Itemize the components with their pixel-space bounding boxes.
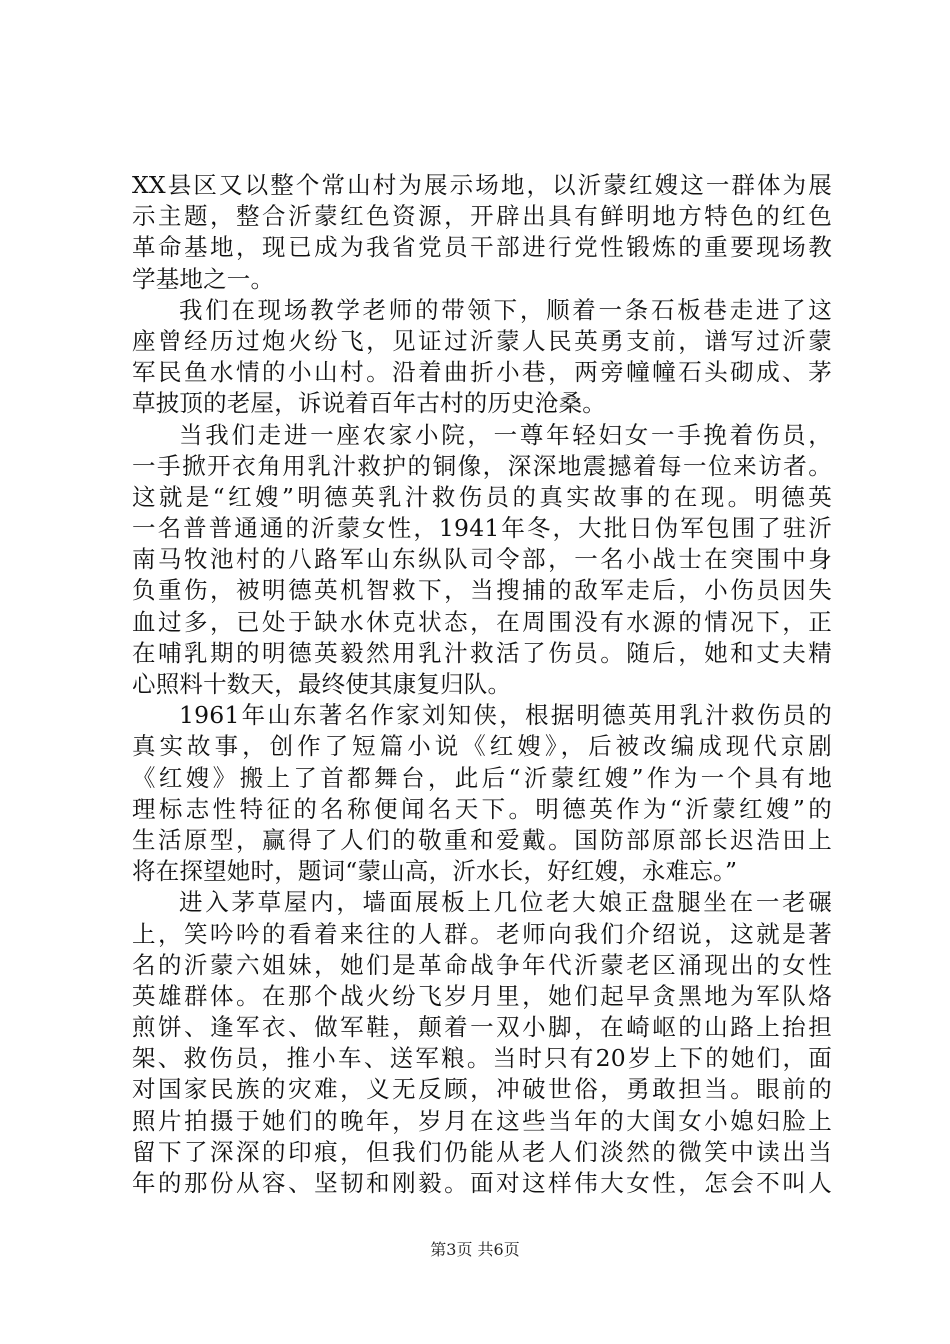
text-line: 照片拍摄于她们的晚年，岁月在这些当年的大闺女小媳妇脸上 (132, 1106, 832, 1135)
text-line: 英雄群体。在那个战火纷飞岁月里，她们起早贪黑地为军队烙 (132, 981, 832, 1010)
text-line: 《红嫂》搬上了首都舞台，此后“沂蒙红嫂”作为一个具有地 (132, 763, 832, 792)
text-line: 学基地之一。 (132, 264, 275, 293)
text-line: 1961年山东著名作家刘知侠，根据明德英用乳汁救伤员的 (179, 701, 832, 730)
text-line: 将在探望她时，题词“蒙山高，沂水长，好红嫂，永难忘。” (132, 857, 738, 886)
text-line: 架、救伤员，推小车、送军粮。当时只有20岁上下的她们，面 (132, 1044, 832, 1073)
text-line: XX县区又以整个常山村为展示场地，以沂蒙红嫂这一群体为展 (132, 171, 832, 199)
text-line: 理标志性特征的名称便闻名天下。明德英作为“沂蒙红嫂”的 (132, 794, 832, 823)
text-line: 年的那份从容、坚韧和刚毅。面对这样伟大女性，怎会不叫人 (132, 1169, 832, 1197)
text-line: 进入茅草屋内，墙面展板上几位老大娘正盘腿坐在一老碾 (179, 888, 832, 917)
text-line: 一手掀开衣角用乳汁救护的铜像，深深地震撼着每一位来访者。 (132, 451, 832, 480)
text-line: 座曾经历过炮火纷飞，见证过沂蒙人民英勇支前，谱写过沂蒙 (132, 326, 832, 355)
text-line: 这就是“红嫂”明德英乳汁救伤员的真实故事的在现。明德英 (132, 482, 832, 511)
text-line: 草披顶的老屋，诉说着百年古村的历史沧桑。 (132, 389, 606, 418)
text-line: 革命基地，现已成为我省党员干部进行党性锻炼的重要现场教 (132, 233, 832, 262)
text-line: 血过多，已处于缺水休克状态，在周围没有水源的情况下，正 (132, 607, 832, 636)
page-number-footer: 第3页 共6页 (430, 1240, 520, 1259)
text-line: 负重伤，被明德英机智救下，当搜捕的敌军走后，小伤员因失 (132, 576, 832, 605)
text-line: 留下了深深的印痕，但我们仍能从老人们淡然的微笑中读出当 (132, 1137, 832, 1166)
text-line: 南马牧池村的八路军山东纵队司令部，一名小战士在突围中身 (132, 545, 832, 574)
text-line: 示主题，整合沂蒙红色资源，开辟出具有鲜明地方特色的红色 (132, 202, 832, 231)
text-line: 在哺乳期的明德英毅然用乳汁救活了伤员。随后，她和丈夫精 (132, 638, 832, 667)
text-line: 我们在现场教学老师的带领下，顺着一条石板巷走进了这 (179, 295, 832, 324)
text-line: 对国家民族的灾难，义无反顾，冲破世俗，勇敢担当。眼前的 (132, 1075, 832, 1104)
text-line: 心照料十数天，最终使其康复归队。 (132, 670, 512, 698)
text-line: 一名普普通通的沂蒙女性，1941年冬，大批日伪军包围了驻沂 (132, 514, 832, 543)
text-line: 煎饼、逢军衣、做军鞋，颠着一双小脚，在崎岖的山路上抬担 (132, 1013, 832, 1042)
text-line: 真实故事，创作了短篇小说《红嫂》，后被改编成现代京剧 (132, 732, 832, 761)
text-line: 军民鱼水情的小山村。沿着曲折小巷，两旁幢幢石头砌成、茅 (132, 358, 832, 387)
document-body (132, 170, 832, 1199)
text-line: 上，笑吟吟的看着来往的人群。老师向我们介绍说，这就是著 (132, 919, 832, 948)
text-line: 生活原型，赢得了人们的敬重和爱戴。国防部原部长迟浩田上 (132, 825, 832, 854)
text-line: 名的沂蒙六姐妹，她们是革命战争年代沂蒙老区涌现出的女性 (132, 950, 832, 979)
text-line: 当我们走进一座农家小院，一尊年轻妇女一手挽着伤员， (179, 420, 832, 449)
